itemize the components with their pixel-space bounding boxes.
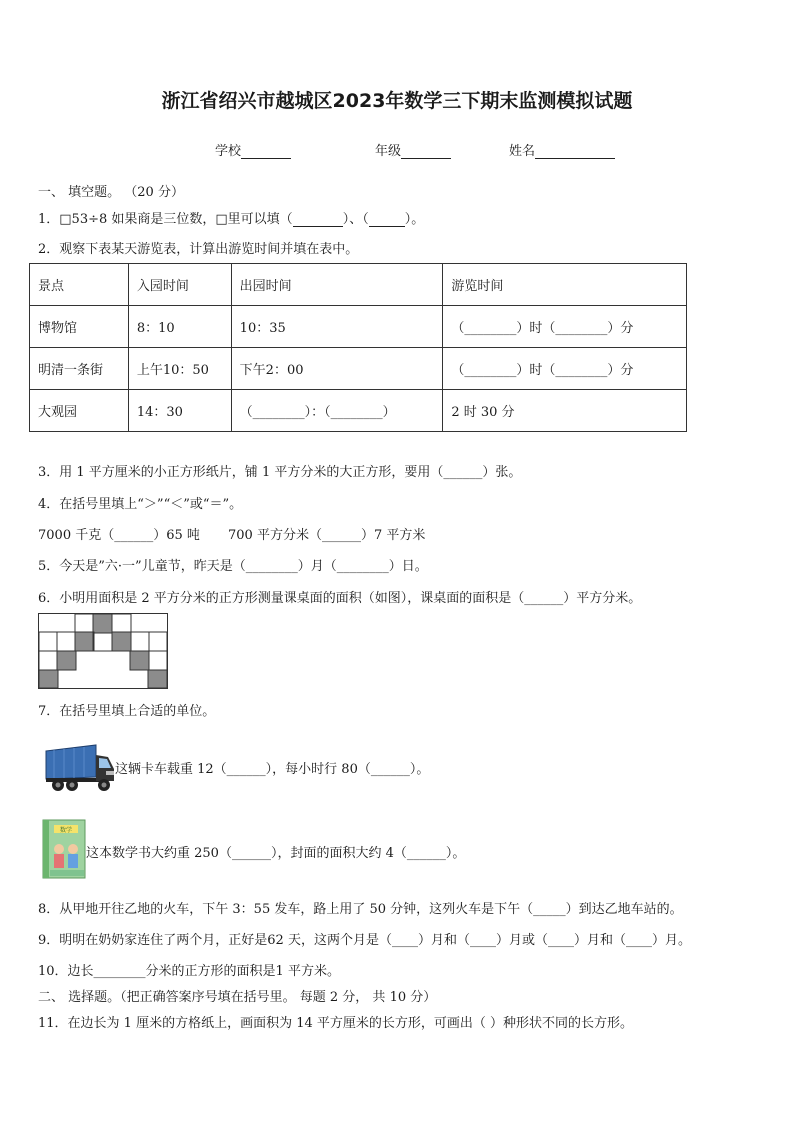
table-row [30,306,687,348]
table-cell: 博物馆 [30,306,129,348]
section-1-heading: 一、 填空题。 （20 分） [38,185,184,200]
book-cover-title: 数学 [59,827,73,834]
question-7: 7．在括号里填上合适的单位。 [38,704,216,719]
grid-square [148,670,167,688]
section-2-heading: 二、 选择题。（把正确答案序号填在括号里。 每题 2 分， 共 10 分） [38,990,437,1005]
q1-text-end: ）。 [404,212,425,227]
grid-square [130,651,149,670]
grid-square [75,632,94,651]
table-cell: 2 时 30 分 [443,390,687,432]
name-label: 姓名 [509,144,536,159]
school-field [215,140,291,159]
table-cell: 明清一条街 [30,348,129,390]
question-7a: 这辆卡车载重 12（______），每小时行 80（______）。 [115,762,430,777]
q1-text-start: 1．□53÷8 如果商是三位数，□里可以填（ [38,212,293,227]
question-4a: 7000 千克（______）65 吨 [38,528,200,543]
question-7b: 这本数学书大约重 250（______），封面的面积大约 4（______）。 [86,846,466,861]
answer-cell[interactable]: （________）时（________）分 [443,348,687,390]
question-8: 8．从甲地开往乙地的火车，下午 3：55 发车，路上用了 50 分钟，这列火车是下午（_____）到达乙地车站的。 [38,902,683,917]
question-3: 3．用 1 平方厘米的小正方形纸片，铺 1 平方分米的大正方形，要用（______）张。 [38,465,522,480]
grade-field [375,140,451,159]
header-cell: 景点 [30,264,129,306]
table-row [30,390,687,432]
grade-blank[interactable] [401,158,451,159]
question-9: 9．明明在奶奶家连住了两个月，正好是62 天，这两个月是（____）月和（____）月或（____）月和（____）月。 [38,933,691,948]
truck-icon [44,741,116,793]
table-cell: 10：35 [231,306,443,348]
table-header-row [30,264,687,306]
q1-blank-2[interactable] [369,226,405,227]
tour-table [29,263,687,432]
question-1 [38,208,424,227]
table-cell: 上午10：50 [128,348,231,390]
grid-square [39,670,58,688]
table-row [30,348,687,390]
question-10: 10．边长________分米的正方形的面积是1 平方米。 [38,964,340,979]
question-4: 4．在括号里填上“＞”“＜”或“＝”。 [38,497,243,512]
table-cell: 8：10 [128,306,231,348]
answer-cell[interactable]: （________）：（________） [231,390,443,432]
school-label: 学校 [215,144,242,159]
name-field [509,140,615,159]
question-5: 5．今天是”六·一”儿童节，昨天是（________）月（________）日。 [38,559,428,574]
q1-text-mid: ）、（ [342,212,369,227]
question-11: 11．在边长为 1 厘米的方格纸上，画面积为 14 平方厘米的长方形，可画出（ ）种形状不同的长方形。 [38,1016,634,1031]
school-blank[interactable] [241,158,291,159]
table-cell: 14：30 [128,390,231,432]
desk-grid-figure [38,613,168,689]
grid-square [93,614,112,633]
question-6: 6．小明用面积是 2 平方分米的正方形测量课桌面的面积（如图），课桌面的面积是（______）平方分米。 [38,591,642,606]
q1-blank-1[interactable] [293,226,343,227]
question-2: 2．观察下表某天游览表，计算出游览时间并填在表中。 [38,242,359,257]
question-4b: 700 平方分米（______）7 平方米 [228,528,426,543]
grid-square [112,632,131,651]
math-book-icon [42,819,86,879]
answer-cell[interactable]: （________）时（________）分 [443,306,687,348]
grid-square [57,651,76,670]
table-cell: 大观园 [30,390,129,432]
page-title: 浙江省绍兴市越城区2023年数学三下期末监测模拟试题 [161,90,633,112]
header-cell: 游览时间 [443,264,687,306]
header-cell: 出园时间 [231,264,443,306]
header-cell: 入园时间 [128,264,231,306]
grade-label: 年级 [375,144,402,159]
table-cell: 下午2：00 [231,348,443,390]
name-blank[interactable] [535,158,615,159]
